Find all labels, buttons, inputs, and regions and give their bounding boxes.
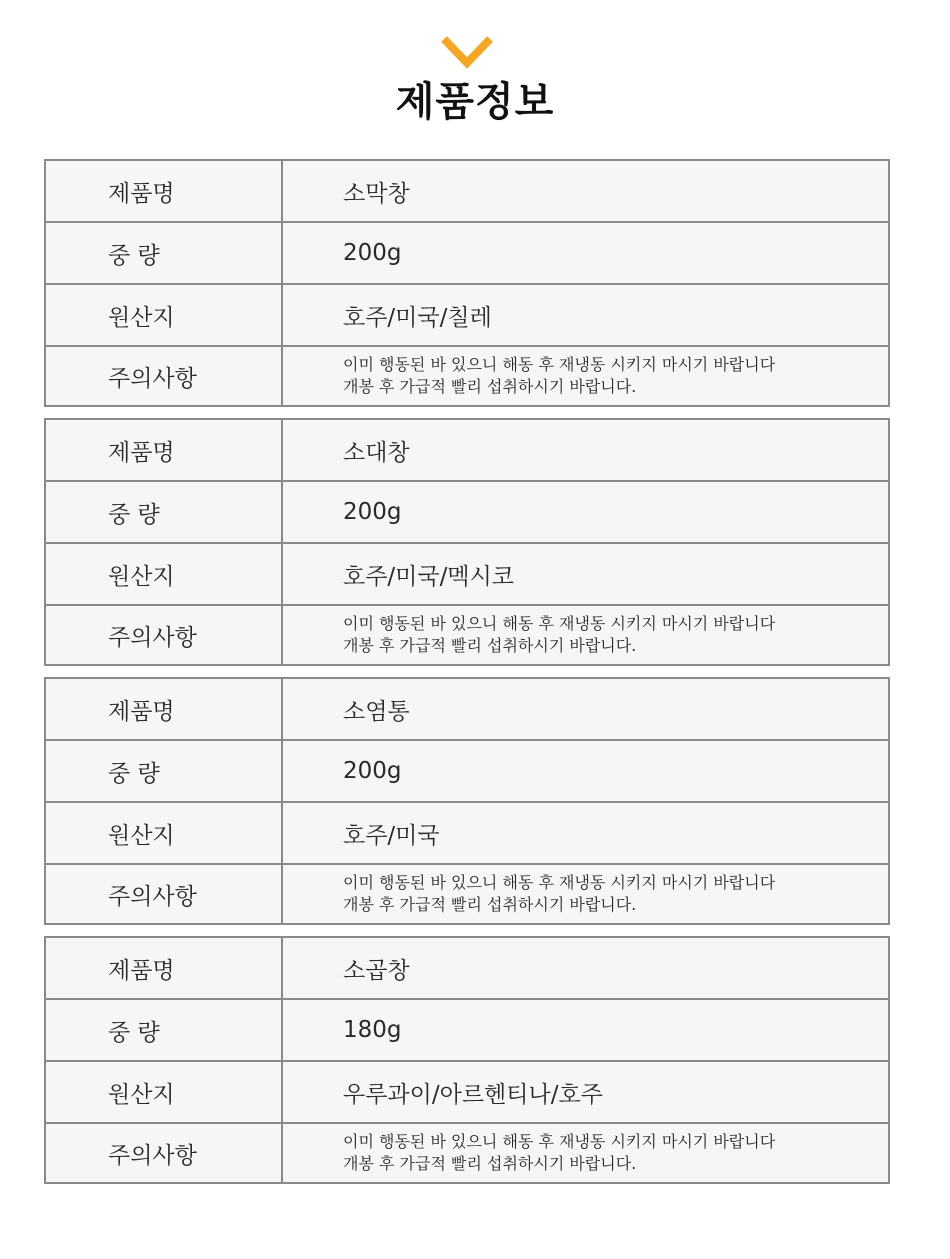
product-info-table <box>44 936 890 1184</box>
table-row <box>46 544 888 606</box>
origin-label: 원산지 <box>46 803 283 863</box>
name-label: 제품명 <box>46 161 283 221</box>
product-caution <box>283 347 888 405</box>
table-row <box>46 1062 888 1124</box>
origin-label: 원산지 <box>46 1062 283 1122</box>
name-label: 제품명 <box>46 420 283 480</box>
caution-line: 이미 행동된 바 있으니 해동 후 재냉동 시키지 마시기 바랍니다 <box>343 873 776 892</box>
table-row <box>46 865 888 923</box>
table-row <box>46 1124 888 1182</box>
caution-line: 개봉 후 가급적 빨리 섭취하시기 바랍니다. <box>343 377 637 396</box>
caution-line: 개봉 후 가급적 빨리 섭취하시기 바랍니다. <box>343 636 637 655</box>
table-row <box>46 1000 888 1062</box>
product-weight: 200g <box>343 499 402 525</box>
table-row <box>46 741 888 803</box>
product-weight: 200g <box>343 758 402 784</box>
chevron-down-icon <box>440 35 494 71</box>
caution-line: 이미 행동된 바 있으니 해동 후 재냉동 시키지 마시기 바랍니다 <box>343 355 776 374</box>
product-caution <box>283 1124 888 1182</box>
product-origin: 호주/미국/칠레 <box>343 304 492 331</box>
table-row <box>46 420 888 482</box>
table-row <box>46 803 888 865</box>
table-row <box>46 606 888 664</box>
product-info-table <box>44 677 890 925</box>
table-row <box>46 285 888 347</box>
product-origin: 호주/미국 <box>343 822 440 849</box>
origin-label: 원산지 <box>46 285 283 345</box>
weight-label: 중 량 <box>46 482 283 542</box>
weight-label: 중 량 <box>46 223 283 283</box>
product-origin: 우루과이/아르헨티나/호주 <box>343 1081 603 1108</box>
product-caution <box>283 606 888 664</box>
product-origin: 호주/미국/멕시코 <box>343 563 515 590</box>
table-row <box>46 482 888 544</box>
caution-line: 이미 행동된 바 있으니 해동 후 재냉동 시키지 마시기 바랍니다 <box>343 614 776 633</box>
caution-line: 개봉 후 가급적 빨리 섭취하시기 바랍니다. <box>343 895 637 914</box>
origin-label: 원산지 <box>46 544 283 604</box>
page-title: 제품정보 <box>395 79 555 125</box>
caution-label: 주의사항 <box>46 1124 283 1182</box>
table-row <box>46 223 888 285</box>
weight-label: 중 량 <box>46 1000 283 1060</box>
caution-label: 주의사항 <box>46 865 283 923</box>
caution-label: 주의사항 <box>46 606 283 664</box>
caution-line: 이미 행동된 바 있으니 해동 후 재냉동 시키지 마시기 바랍니다 <box>343 1132 776 1151</box>
caution-label: 주의사항 <box>46 347 283 405</box>
product-name: 소곱창 <box>343 957 410 984</box>
table-row <box>46 679 888 741</box>
product-name: 소염통 <box>343 698 410 725</box>
product-name: 소대창 <box>343 439 410 466</box>
name-label: 제품명 <box>46 938 283 998</box>
product-info-table <box>44 418 890 666</box>
product-info-table <box>44 159 890 407</box>
product-weight: 180g <box>343 1017 402 1043</box>
page-header <box>0 0 950 150</box>
table-row <box>46 161 888 223</box>
product-name: 소막창 <box>343 180 410 207</box>
caution-line: 개봉 후 가급적 빨리 섭취하시기 바랍니다. <box>343 1154 637 1173</box>
product-weight: 200g <box>343 240 402 266</box>
product-caution <box>283 865 888 923</box>
table-row <box>46 938 888 1000</box>
weight-label: 중 량 <box>46 741 283 801</box>
table-row <box>46 347 888 405</box>
name-label: 제품명 <box>46 679 283 739</box>
